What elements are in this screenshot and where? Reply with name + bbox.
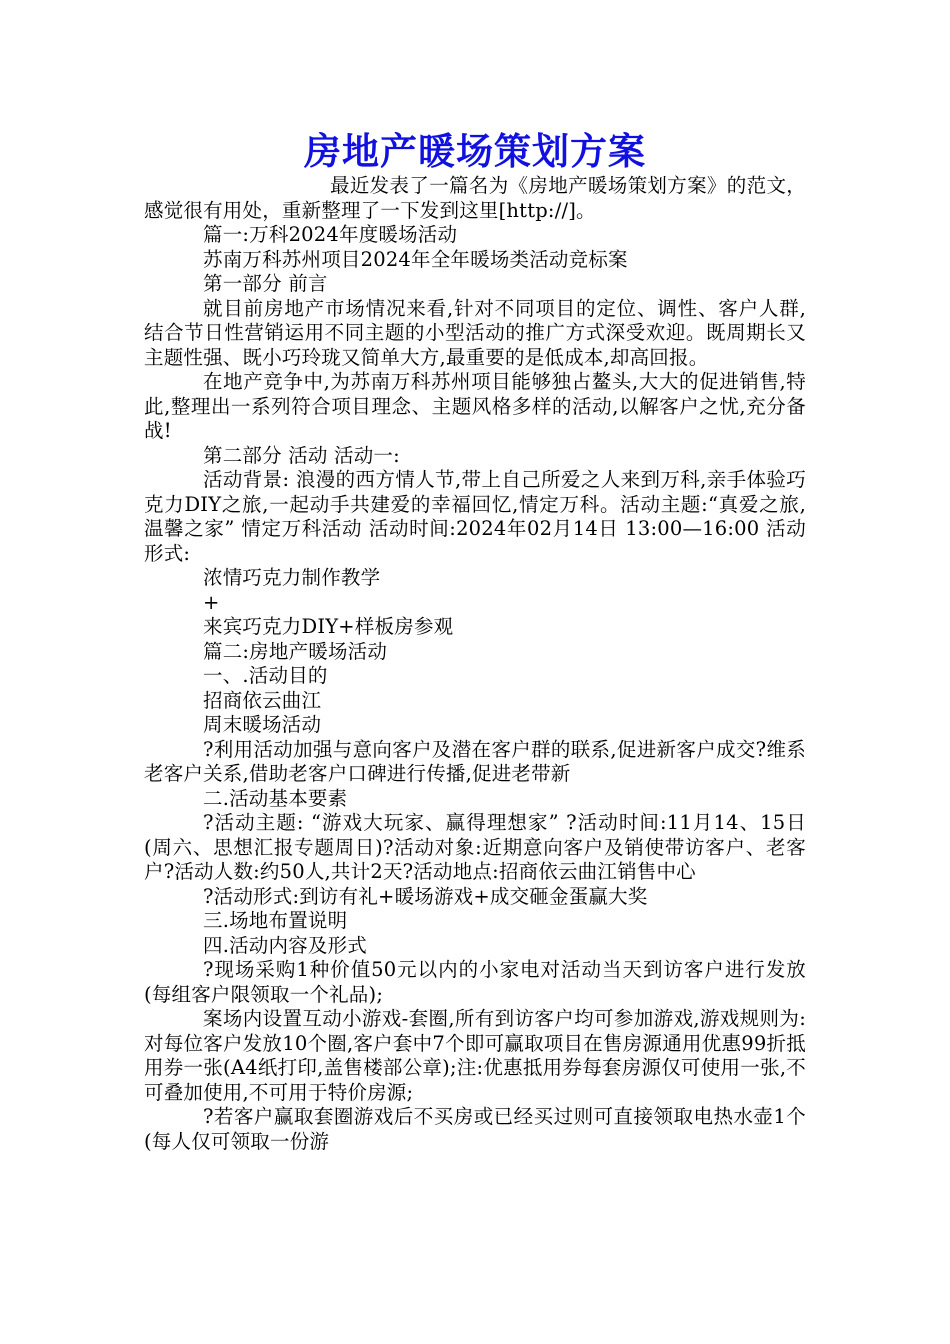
body-paragraph: ?利用活动加强与意向客户及潜在客户群的联系,促进新客户成交?维系老客户关系,借助老客户口碑进行传播,促进老带新 bbox=[144, 737, 806, 785]
body-line: 来宾巧克力DIY+样板房参观 bbox=[203, 615, 454, 638]
body-paragraph: 就目前房地产市场情况来看,针对不同项目的定位、调性、客户人群,结合节日性营销运用不同主题的小型活动的推广方式深受欢迎。既周期长又主题性强、既小巧玲珑又简单大方,最重要的是低成本,却高回报。 bbox=[144, 296, 806, 369]
body-line: 招商依云曲江 bbox=[203, 688, 322, 712]
body-paragraph: ?若客户赢取套圈游戏后不买房或已经买过则可直接领取电热水壶1个(每人仅可领取一份游 bbox=[144, 1105, 806, 1153]
intro-paragraph: 最近发表了一篇名为《房地产暖场策划方案》的范文，感觉很有用处，重新整理了一下发到这里[http://]。 bbox=[144, 174, 806, 222]
body-paragraph: 在地产竞争中,为苏南万科苏州项目能够独占鳌头,大大的促进销售,特此,整理出一系列符合项目理念、主题风格多样的活动,以解客户之忧,充分备战! bbox=[144, 370, 806, 442]
document-body bbox=[144, 128, 806, 1154]
body-line: 周末暖场活动 bbox=[203, 713, 322, 736]
section-heading: 苏南万科苏州项目2024年全年暖场类活动竞标案 bbox=[203, 247, 628, 271]
section-heading: 四.活动内容及形式 bbox=[203, 933, 367, 957]
document-title: 房地产暖场策划方案 bbox=[304, 129, 646, 173]
section-heading: 篇一:万科2024年度暖场活动 bbox=[203, 223, 458, 246]
body-paragraph: 活动背景: 浪漫的西方情人节,带上自己所爱之人来到万科,亲手体验巧克力DIY之旅,一起动手共建爱的幸福回忆,情定万科。活动主题:“真爱之旅,温馨之家” 情定万科活动 活动时间:2024年02月14日 13:00—16:00 活动形式: bbox=[144, 468, 806, 565]
body-line: ?活动形式:到访有礼+暖场游戏+成交砸金蛋赢大奖 bbox=[203, 884, 648, 908]
body-paragraph: ?现场采购1种价值50元以内的小家电对活动当天到访客户进行发放(每组客户限领取一个礼品); bbox=[144, 958, 806, 1006]
body-line: + bbox=[203, 590, 220, 614]
section-heading: 第一部分 前言 bbox=[203, 272, 328, 295]
body-paragraph: 案场内设置互动小游戏-套圈,所有到访客户均可参加游戏,游戏规则为:对每位客户发放10个圈,客户套中7个即可赢取项目在售房源通用优惠99折抵用券一张(A4纸打印,盖售楼部公章);注:优惠抵用券每套房源仅可使用一张,不可叠加使用,不可用于特价房源; bbox=[144, 1007, 806, 1104]
section-heading: 三.场地布置说明 bbox=[203, 909, 348, 932]
section-heading: 第二部分 活动 活动一: bbox=[203, 443, 400, 467]
section-heading: 二.活动基本要素 bbox=[203, 786, 348, 810]
body-line: 浓情巧克力制作教学 bbox=[203, 566, 381, 589]
section-heading: 一、.活动目的 bbox=[203, 664, 328, 687]
section-heading: 篇二:房地产暖场活动 bbox=[203, 639, 388, 663]
body-paragraph: ?活动主题: “游戏大玩家、赢得理想家” ?活动时间:11月14、15日(周六、思想汇报专题周日)?活动对象:近期意向客户及销使带访客户、老客户?活动人数:约50人,共计2天?活动地点:招商依云曲江销售中心 bbox=[144, 811, 806, 883]
